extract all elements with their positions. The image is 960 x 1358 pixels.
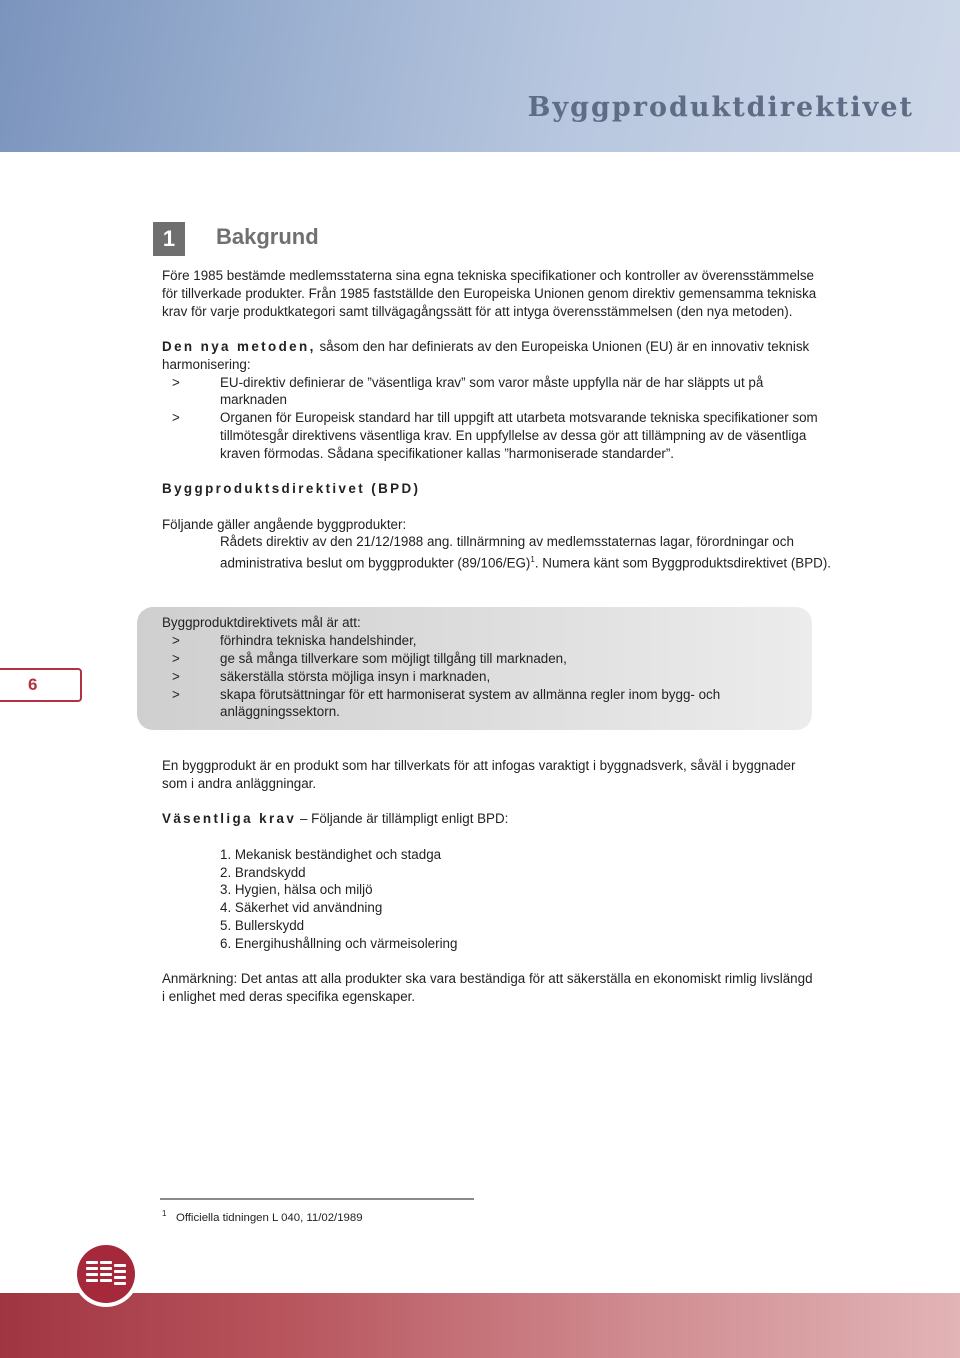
bpd-heading: Byggproduktsdirektivet (BPD) [162,481,421,497]
goals-box [137,607,812,730]
bpd-line: administrativa beslut om byggprodukter $(89/106/EG)^1$. Numera känt som Byggproduktsdirektivet (BPD). [220,555,832,571]
page-number: 6 [28,675,38,694]
note-line: Anmärkning: Det antas att alla produkter ska vara beständiga för att säkerställa en ekonomiskt rimlig livslängd [162,971,813,987]
document-title: Byggproduktdirektivet [527,92,914,123]
bullet-item: > Organen för Europeisk standard har till uppgift att utarbeta motsvarande tekniska specifikationer som tillmötesgår direktivens väsentliga krav. En uppfyllelse av dessa gör att tillämpning av de väsentliga kraven förmodas. Sådana specifikationer kallas ”harmoniserade standarder”. [172,410,818,461]
bullet-item: > skapa förutsättningar för ett harmoniserat system av allmänna regler inom bygg- och anläggningssektorn. [172,686,721,720]
list-item: 2. Brandskydd [220,864,306,880]
bullet-item: > säkerställa största möjliga insyn i marknaden, [172,668,491,684]
list-item: 4. Säkerhet vid användning [220,900,383,916]
bullet-marker: > [172,668,180,684]
nya-metoden-line: harmonisering: [162,356,251,372]
bullet-item: > ge så många tillverkare som möjligt tillgång till marknaden, [172,651,567,666]
footnote-divider [160,1198,474,1200]
page-number-tab [0,668,82,702]
main-content [162,267,862,1006]
krav-lead: Väsentliga krav [162,811,297,827]
bullet-item: > förhindra tekniska handelshinder, [172,633,417,649]
footnote [162,1209,363,1224]
list-item: 5. Bullerskydd [220,917,305,933]
nya-metoden-lead: Den nya metoden, [162,338,316,354]
bpd-line: Rådets direktiv av den 21/12/1988 ang. tillnärmning av medlemsstaternas lagar, förordningar och [220,534,794,550]
goals-title: Byggproduktdirektivets mål är att: [162,615,361,631]
list-item: 1. Mekanisk beständighet och stadga [220,846,442,862]
bullet-marker: > [172,651,180,666]
bullet-item: > EU-direktiv definierar de ”väsentliga krav” som varor måste uppfylla när de har släppts ut på marknaden [172,374,764,408]
section-title: Bakgrund [216,224,319,249]
list-item: 3. Hygien, hälsa och miljö [220,882,373,898]
bpd-intro: Följande gäller angående byggprodukter: [162,516,407,532]
footnote-ref: 1 [530,555,535,565]
bullet-marker: > [172,374,180,390]
bullet-marker: > [172,410,180,426]
intro-line: Före 1985 bestämde medlemsstaterna sina egna tekniska specifikationer och kontroller av överensstämmelse [162,268,815,283]
logo [71,1239,141,1309]
note-line: i enlighet med deras specifika egenskaper. [162,988,416,1004]
nya-metoden-line: Den nya metoden, såsom den har definierats av den Europeiska Unionen (EU) är en innovativ teknisk [162,338,810,354]
logo-mark-icon [71,1239,141,1309]
footnote-marker: 1 [162,1209,167,1218]
header-band [0,0,960,152]
definition-line: som i andra anläggningar. [162,775,317,791]
bullet-marker: > [172,633,180,649]
intro-line: för tillverkade produkter. Från 1985 fastställde den Europeiska Unionen genom direktiv gemensamma tekniska [162,285,817,301]
footer-band [0,1293,960,1358]
intro-line: krav för varje produktkategori samt tillvägagångssätt för att intyga överensstämmelsen (den nya metoden). [162,303,793,319]
list-item: 6. Energihushållning och värmeisolering [220,935,458,951]
footnote-text: Officiella tidningen L 040, 11/02/1989 [175,1211,363,1224]
krav-heading: Väsentliga krav – Följande är tillämpligt enligt BPD: [162,811,509,827]
definition-line: En byggprodukt är en produkt som har tillverkats för att infogas varaktigt i byggnadsverk, såväl i byggnader [162,758,796,774]
bullet-marker: > [172,686,180,702]
section-number: 1 [153,222,185,256]
